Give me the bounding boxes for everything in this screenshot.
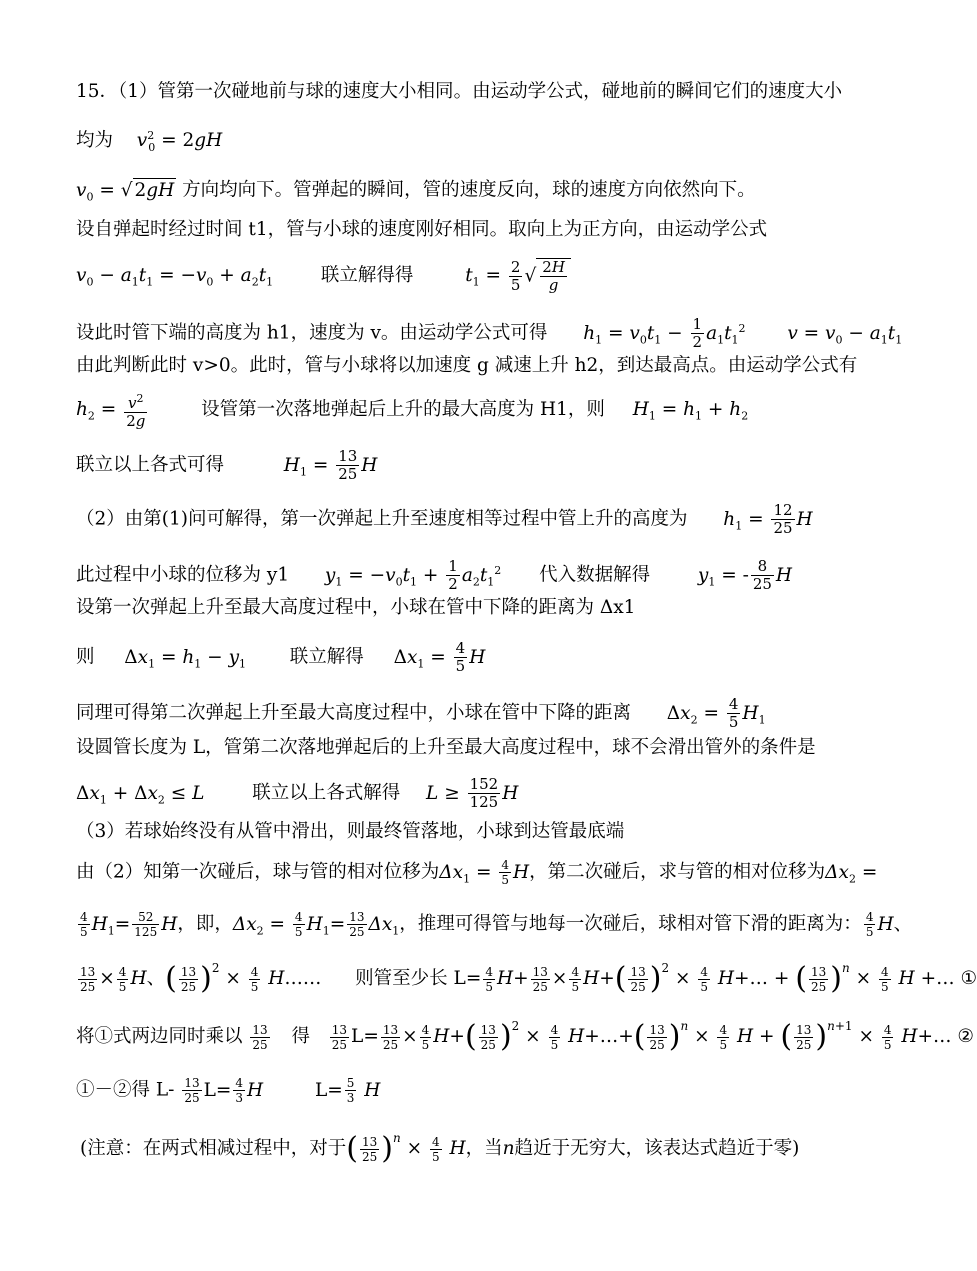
eq-dx2-ratio: $\Delta x_2$ = $\frac{4}{5}$ $H_1=$ $\frac{13}{25}$ $\Delta x_1$ [232, 910, 400, 939]
eq-dx1-part3: $\Delta x_1$ = $\frac{4}{5}$ H [439, 858, 530, 887]
eq-dx2: $\Delta x_2$ = $\frac{4}{5}$ $H_1$ [666, 695, 766, 731]
eq-H1-sum: $H_1 = h_1 + h_2$ [632, 399, 749, 423]
line-19: $\frac{4}{5}$ $H_1=$ $\frac{52}{125}$ H，即，$\Delta x_2$ = $\frac{4}{5}$ $H_1=$ $\frac{13}{25}$ $\Delta x_1$，推理可得管与地每一次碰后，球相对管下滑的距离为： $\frac{4}{5}$ H、 [76, 910, 912, 943]
line-16: $\Delta x_1 + \Delta x_2 \le L$ 联立以上各式解得 L ≥ $\frac{152}{125}$ H [76, 775, 519, 811]
eq-H1: $H_1$ = $\frac{13}{25}$ H [283, 447, 378, 483]
line-14: 同理可得第二次弹起上升至最大高度过程中，小球在管中下降的距离 $\Delta x_2$ = $\frac{4}{5}$ $H_1$ [76, 695, 766, 731]
eq-L-result: L= $\frac{5}{3}$ H [314, 1076, 381, 1105]
eq-y1: $y_1 = -v_0t_1$ + $\frac{1}{2}$ $a_2t_1^2$ [324, 557, 502, 593]
eq-series-scaled: $\frac{13}{25}$ L= $\frac{13}{25}$ × $\frac{4}{5}$ H+( $\frac{13}{25}$ )$^2$ × $\frac{4}{5}$ H+…+( $\frac{13}{25}$ )$^n$ × $\frac{4}{5}$ H + ( $\frac{13}{25}$ )$^{n+1}$ × $\frac{4}{5}$ H+… ② [331, 1019, 974, 1054]
note-line: (注意：在两式相减过程中，对于( $\frac{13}{25}$ )$^n$ × $\frac{4}{5}$ H，当n趋近于无穷大，该表达式趋近于零) [80, 1131, 800, 1166]
line-5: $v_0 - a_1t_1 = -v_0 + a_2t_1$ 联立解得得 $t_1$ = $\frac{2}{5}$ √ $\frac{2H}{g}$ [76, 258, 571, 295]
eq-L-min: L ≥ $\frac{152}{125}$ H [426, 775, 519, 811]
line-2: 均为 $v^2_0 = 2gH$ [76, 129, 223, 154]
eq-h1: $h_1 = v_0t_1$ − $\frac{1}{2}$ $a_1t_1^2$ [583, 315, 746, 351]
line-22: ①－②得 L- $\frac{13}{25}$ L= $\frac{4}{3}$ H L= $\frac{5}{3}$ H [76, 1076, 381, 1105]
eq-velocity-match: $v_0 - a_1t_1 = -v_0 + a_2t_1$ [76, 265, 274, 289]
eq-ratio: $\frac{13}{25}$ [252, 1022, 268, 1052]
eq-h2: $h_2$ = $\frac{v^2}{2g}$ [76, 392, 146, 430]
line-11: 此过程中小球的位移为 y1 $y_1 = -v_0t_1$ + $\frac{1}{2}$ $a_2t_1^2$ 代入数据解得 $y_1$ = - $\frac{8}{25}$ H [76, 557, 793, 593]
line-7: 由此判断此时 v>0。此时，管与小球将以加速度 g 减速上升 h2，到达最高点。由运动学公式有 [76, 355, 858, 376]
eq-dx1-def: $\Delta x_1 = h_1 - y_1$ [124, 646, 247, 671]
line-3: $v_0$ = √ 2gH 方向均向下。管弹起的瞬间，管的速度反向，球的速度方向依然向下。 [76, 179, 756, 204]
eq-dx2-part3: $\Delta x_2$ = [825, 861, 878, 886]
line-9: 联立以上各式可得 $H_1$ = $\frac{13}{25}$ H [76, 447, 378, 483]
line-1: 15．（1）管第一次碰地前与球的速度大小相同。由运动学公式，碰地前的瞬间它们的速度大小 [76, 81, 843, 102]
eq-note-term: ( $\frac{13}{25}$ )$^n$ × $\frac{4}{5}$ H [346, 1131, 466, 1166]
line-12: 设第一次弹起上升至最大高度过程中，小球在管中下降的距离为 Δx1 [76, 597, 636, 618]
line-20: $\frac{13}{25}$ × $\frac{4}{5}$ H、( $\frac{13}{25}$ )$^2$ × $\frac{4}{5}$ H…… 则管至少长 L= $\frac{4}{5}$ H+ $\frac{13}{25}$ × $\frac{4}{5}$ H+( $\frac{13}{25}$ )$^2$ × $\frac{4}{5}$ H+… + ( $\frac{13}{25}$ )$^n$ × $\frac{4}{5}$ H +… ① [76, 964, 977, 994]
eq-h1-value: $h_1$ = $\frac{12}{25}$ H [723, 501, 813, 537]
line-6: 设此时管下端的高度为 h1，速度为 v。由运动学公式可得 $h_1 = v_0t_1$ − $\frac{1}{2}$ $a_1t_1^2$ $v = v_0 - a_1t_1$ [76, 315, 903, 351]
line-4: 设自弹起时经过时间 t1，管与小球的速度刚好相同。取向上为正方向，由运动学公式 [76, 219, 768, 240]
eq-v: $v = v_0 - a_1t_1$ [787, 322, 903, 347]
eq-v0: $v_0$ = √ 2gH [76, 179, 175, 204]
eq-y1-value: $y_1$ = - $\frac{8}{25}$ H [697, 557, 793, 593]
line-21: 将①式两边同时乘以 $\frac{13}{25}$ 得 $\frac{13}{25}$ L= $\frac{13}{25}$ × $\frac{4}{5}$ H+( $\frac{13}{25}$ )$^2$ × $\frac{4}{5}$ H+…+( $\frac{13}{25}$ )$^n$ × $\frac{4}{5}$ H + ( $\frac{13}{25}$ )$^{n+1}$ × $\frac{4}{5}$ H+… ② [76, 1019, 974, 1054]
eq-dx1-value: $\Delta x_1$ = $\frac{4}{5}$ H [393, 639, 486, 675]
line-13: 则 $\Delta x_1 = h_1 - y_1$ 联立解得 $\Delta x_1$ = $\frac{4}{5}$ H [76, 639, 486, 675]
line-10: （2）由第(1)问可解得，第一次弹起上升至速度相等过程中管上升的高度为 $h_1$ = $\frac{12}{25}$ H [76, 501, 813, 537]
eq-dx2-value: $\frac{4}{5}$ $H_1=$ $\frac{52}{125}$ H [80, 910, 178, 939]
eq-v0-squared: $v^2_0 = 2gH$ [136, 129, 223, 154]
eq-series-sum: $\frac{4}{5}$ H+ $\frac{13}{25}$ × $\frac{4}{5}$ H+( $\frac{13}{25}$ )$^2$ × $\frac{4}{5}$ H+… + ( $\frac{13}{25}$ )$^n$ × $\frac{4}{5}$ H +… ① [485, 961, 977, 996]
eq-first-term: $\frac{4}{5}$ H、 [865, 910, 913, 939]
eq-series-terms: $\frac{13}{25}$ × $\frac{4}{5}$ H、( $\frac{13}{25}$ )$^2$ × $\frac{4}{5}$ H…… [80, 961, 322, 996]
line-17: （3）若球始终没有从管中滑出，则最终管落地，小球到达管最底端 [76, 821, 625, 842]
line-18: 由（2）知第一次碰后，球与管的相对位移为$\Delta x_1$ = $\frac{4}{5}$ H，第二次碰后，求与管的相对位移为$\Delta x_2$ = [76, 858, 878, 887]
line-15: 设圆管长度为 L，管第二次落地弹起后的上升至最大高度过程中，球不会滑出管外的条件是 [76, 737, 816, 758]
eq-subtract: $\frac{13}{25}$ L= $\frac{4}{3}$ H [184, 1076, 264, 1105]
eq-condition: $\Delta x_1 + \Delta x_2 \le L$ [76, 782, 205, 807]
line-8: $h_2$ = $\frac{v^2}{2g}$ 设管第一次落地弹起后上升的最大高度为 H1，则 $H_1 = h_1 + h_2$ [76, 392, 749, 430]
eq-t1: $t_1$ = $\frac{2}{5}$ √ $\frac{2H}{g}$ [465, 265, 571, 286]
